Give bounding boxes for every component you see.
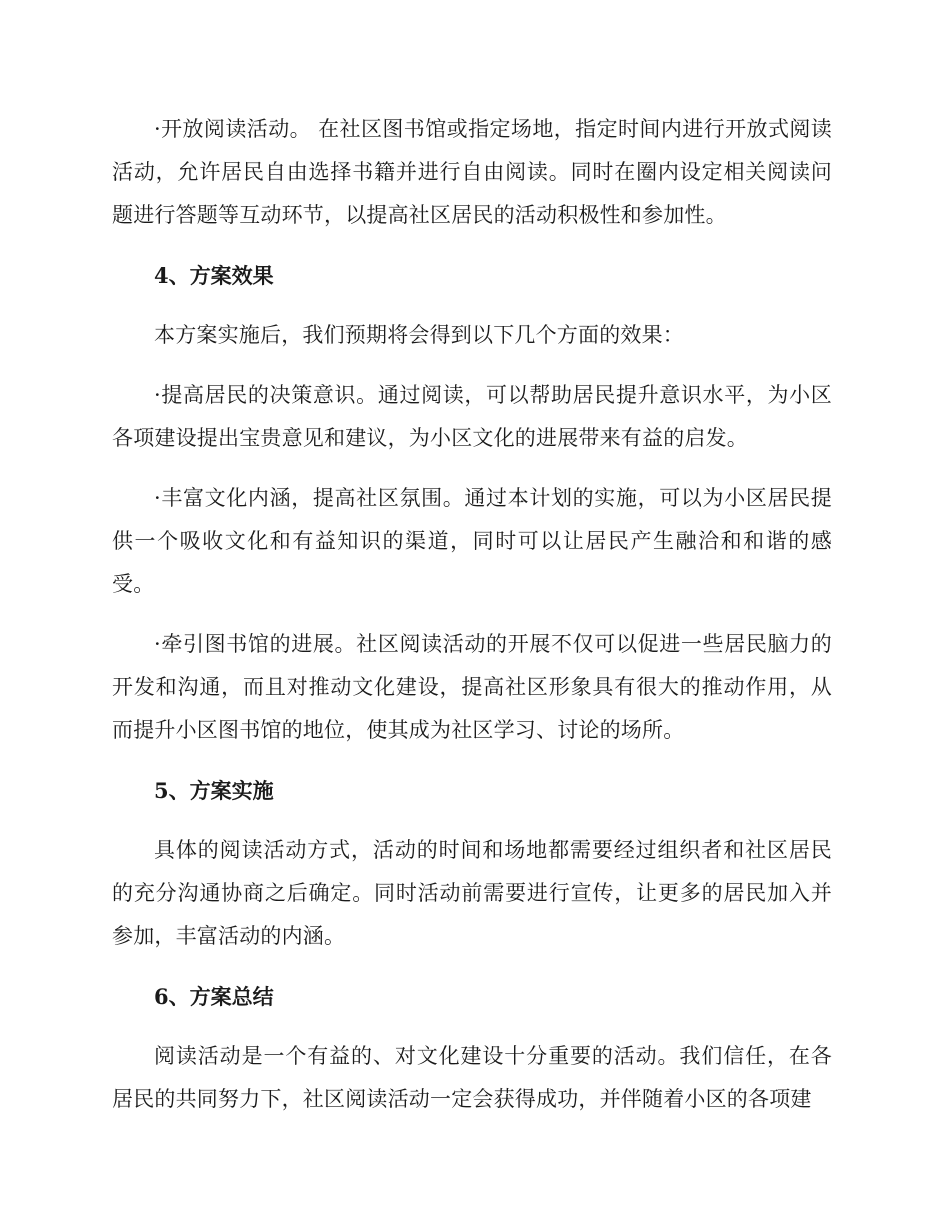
paragraph-cultural-enrichment: ·丰富文化内涵，提高社区氛围。通过本计划的实施，可以为小区居民提供一个吸收文化和有益知识的渠道，同时可以让居民产生融洽和和谐的感受。 [112,486,832,596]
document-page [112,108,832,1138]
paragraph-library-development: ·牵引图书馆的进展。社区阅读活动的开展不仅可以促进一些居民脑力的开发和沟通，而且对推动文化建设，提高社区形象具有很大的推动作用，从而提升小区图书馆的地位，使其成为社区学习、讨论的场所。 [112,632,832,742]
paragraph-implementation: 具体的阅读活动方式，活动的时间和场地都需要经过组织者和社区居民的充分沟通协商之后确定。同时活动前需要进行宣传，让更多的居民加入并参加，丰富活动的内涵。 [112,838,832,948]
paragraph-decision-awareness: ·提高居民的决策意识。通过阅读，可以帮助居民提升意识水平，为小区各项建设提出宝贵意见和建议，为小区文化的进展带来有益的启发。 [112,383,832,450]
paragraph-open-reading: ·开放阅读活动。 在社区图书馆或指定场地，指定时间内进行开放式阅读活动，允许居民自由选择书籍并进行自由阅读。同时在圈内设定相关阅读问题进行答题等互动环节，以提高社区居民的活动积极性和参加性。 [112,117,832,227]
heading-implementation: 5、方案实施 [154,778,274,803]
heading-effects: 4、方案效果 [154,263,274,288]
paragraph-summary: 阅读活动是一个有益的、对文化建设十分重要的活动。我们信任，在各居民的共同努力下，社区阅读活动一定会获得成功，并伴随着小区的各项建 [112,1044,832,1111]
heading-summary: 6、方案总结 [154,984,274,1009]
paragraph-effects-intro: 本方案实施后，我们预期将会得到以下几个方面的效果： [154,323,684,347]
